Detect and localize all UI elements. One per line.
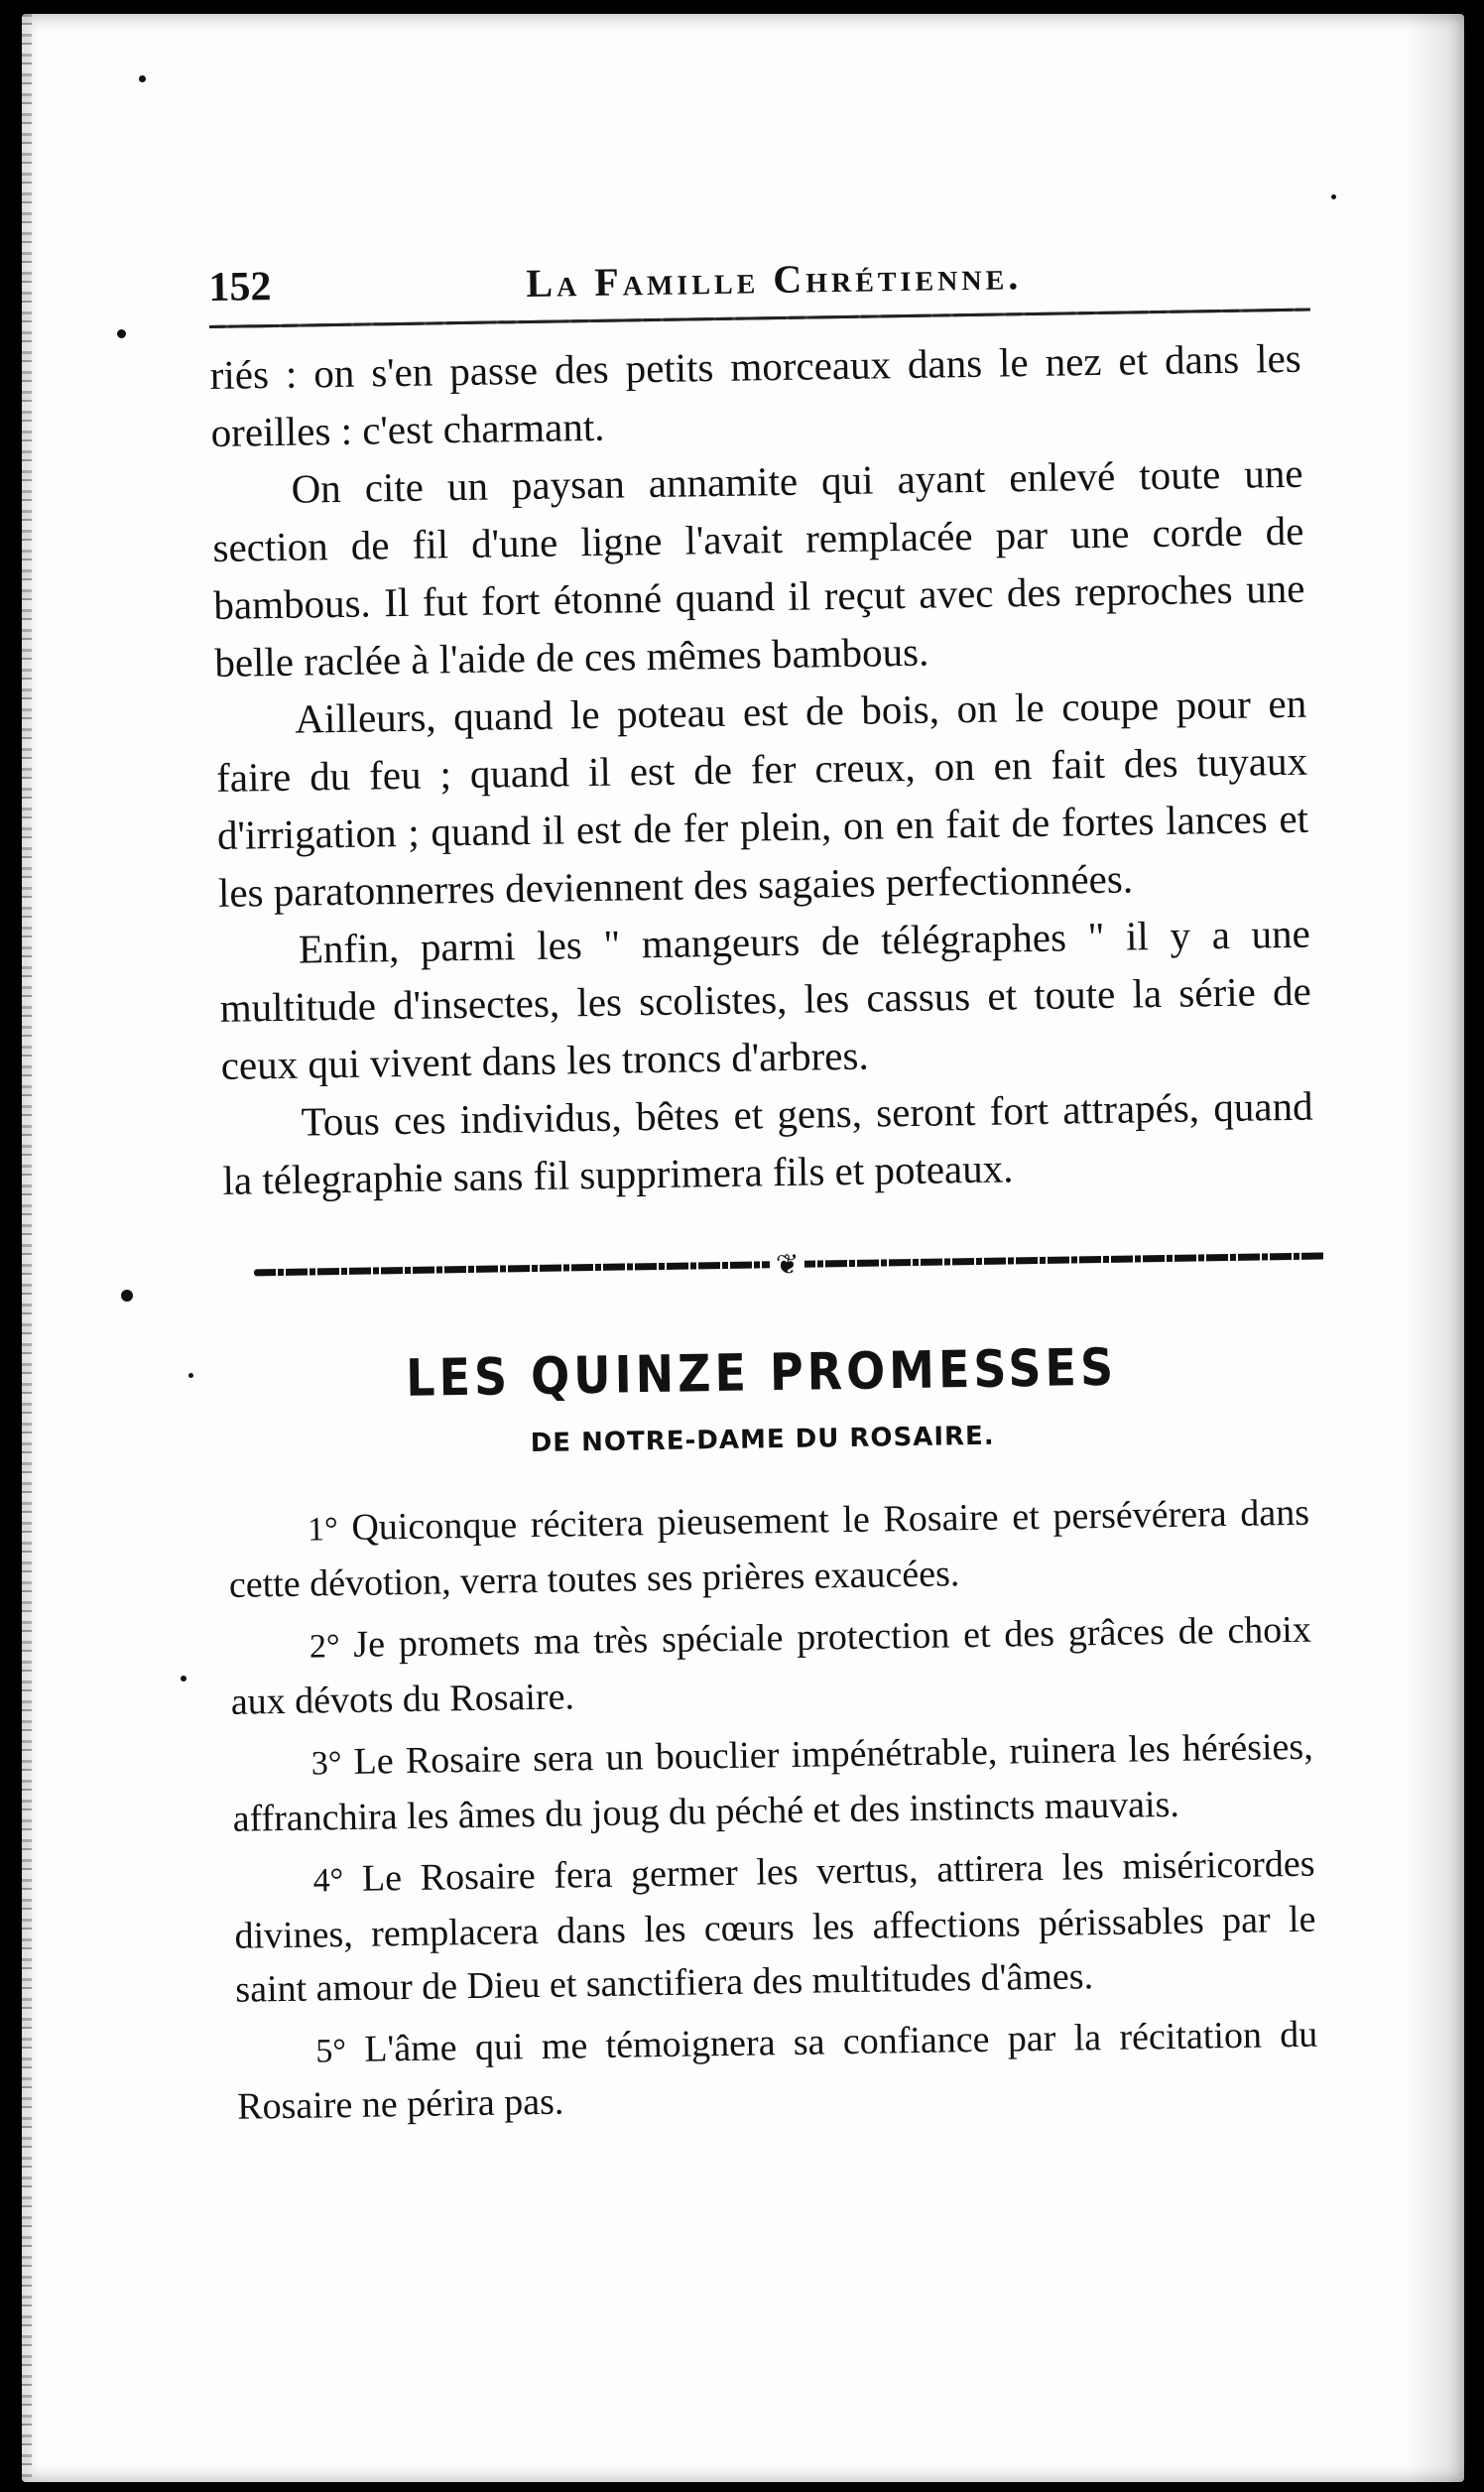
ornamental-divider	[254, 1245, 1325, 1282]
print-speck	[117, 329, 126, 338]
promise-text: Je promets ma très spéciale protection et des grâces de choix aux dévots du Rosaire.	[230, 1608, 1312, 1723]
print-speck	[139, 75, 146, 82]
article-body	[209, 329, 1314, 1209]
header-rule	[209, 309, 1310, 328]
book-page	[22, 14, 1464, 2482]
paragraph: Tous ces individus, bêtes et gens, seront fort attrapés, quand la télegraphie sans fil supprimera fils et poteaux.	[222, 1082, 1313, 1203]
promise-number: 5°	[315, 2033, 347, 2070]
promise-text: L'âme qui me témoignera sa confiance par la récitation du Rosaire ne périra pas.	[236, 2013, 1318, 2128]
promise-item	[233, 1837, 1316, 2017]
print-speck	[188, 1373, 193, 1378]
promise-text: Le Rosaire fera germer les vertus, attirera les miséricordes divines, remplacera dans les cœurs les affections périssables par le saint amour de Dieu et sanctifiera des multitudes d'âmes.	[234, 1842, 1316, 2011]
paragraph: On cite un paysan annamite qui ayant enlevé toute une section de fil d'une ligne l'avait remplacée par une corde de bambous. Il fut fort étonné quand il reçut avec des reproches une belle raclée à l'aide de ces mêmes bambous.	[212, 449, 1305, 685]
page-number: 152	[208, 264, 272, 311]
running-title: La Famille Chrétienne.	[526, 253, 1023, 306]
page-content	[208, 244, 1369, 2142]
page-gutter	[22, 14, 32, 2482]
paragraph: Enfin, parmi les " mangeurs de télégraphes " il y a une multitude d'insectes, les scolistes, les cassus et toute la série de ceux qui vivent dans les troncs d'arbres.	[219, 910, 1312, 1088]
print-speck	[181, 1676, 186, 1682]
promises-list	[228, 1486, 1319, 2134]
page-shadow	[1405, 14, 1464, 2482]
promise-number: 1°	[307, 1511, 338, 1549]
paragraph: Ailleurs, quand le poteau est de bois, on le coupe pour en faire du feu ; quand il est de fer creux, on en fait des tuyaux d'irrigation ; quand il est de fer plein, on en fait de fortes lances et les paratonnerres deviennent des sagaies perfectionnées.	[215, 680, 1309, 916]
paragraph: riés : on s'en passe des petits morceaux dans le nez et dans les oreilles : c'est charmant.	[209, 334, 1302, 455]
promise-item	[228, 1486, 1311, 1612]
promise-text: Quiconque récitera pieusement le Rosaire et persévérera dans cette dévotion, verra toutes ses prières exaucées.	[228, 1491, 1310, 1606]
promise-text: Le Rosaire sera un bouclier impénétrable, ruinera les hérésies, affranchira les âmes du joug du péché et des instincts mauvais.	[232, 1725, 1313, 1840]
promise-number: 4°	[312, 1862, 344, 1900]
print-speck	[1331, 194, 1336, 199]
promise-number: 2°	[309, 1628, 340, 1666]
promise-number: 3°	[310, 1745, 342, 1783]
promise-item	[230, 1603, 1313, 1729]
promise-item	[231, 1720, 1314, 1846]
promise-item	[236, 2008, 1319, 2134]
print-speck	[121, 1290, 133, 1302]
section-subtitle: DE NOTRE-DAME DU ROSAIRE.	[530, 1421, 995, 1459]
fleuron-icon: ❦	[770, 1248, 805, 1282]
section-title: LES QUINZE PROMESSES	[405, 1336, 1118, 1409]
page-header	[208, 244, 1340, 312]
